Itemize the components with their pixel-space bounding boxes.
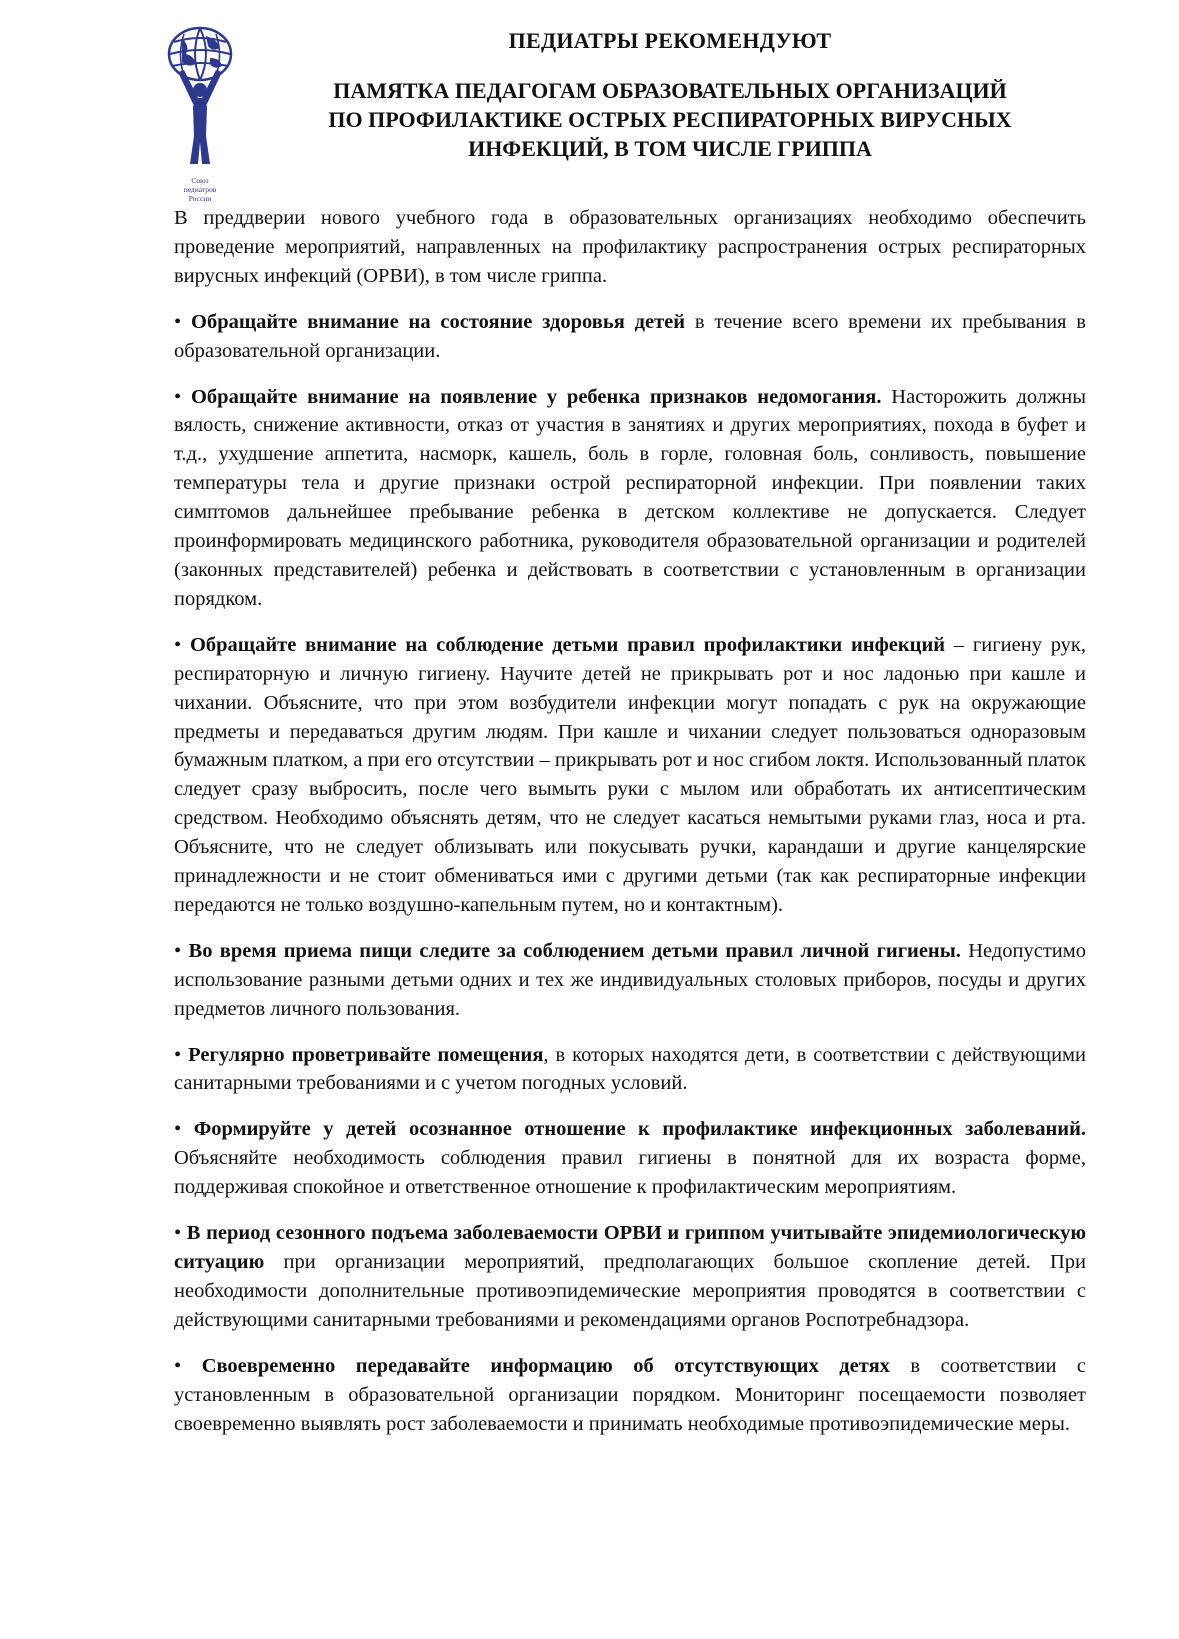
list-item bbox=[174, 1219, 1086, 1335]
list-item-bold: Обращайте внимание на появление у ребенка признаков недомогания. bbox=[190, 385, 882, 408]
list-item-bold: Во время приема пищи следите за соблюдением детьми правил личной гигиены. bbox=[188, 939, 961, 962]
list-item-bold: Регулярно проветривайте помещения bbox=[188, 1043, 544, 1066]
list-item bbox=[174, 1041, 1086, 1099]
list-item-text: , в которых находятся дети, в соответствии с действующими санитарными требованиями и с учетом погодных условий. bbox=[174, 1043, 1086, 1095]
bullet-icon: • bbox=[174, 939, 182, 962]
logo-caption: Союз педиатров России bbox=[183, 176, 217, 203]
union-of-pediatricians-logo bbox=[160, 24, 240, 204]
bullet-icon: • bbox=[174, 385, 182, 408]
list-item-bold: Обращайте внимание на состояние здоровья детей bbox=[191, 310, 686, 333]
list-item-bold: Обращайте внимание на соблюдение детьми правил профилактики инфекций bbox=[189, 633, 946, 656]
list-item-text: в соответствии с установленным в образовательной организации порядком. Мониторинг посещаемости позволяет своевременно выявлять рост заболеваемости и принимать необходимые противоэпидемические меры. bbox=[174, 1354, 1086, 1435]
list-item-text: Насторожить должны вялость, снижение активности, отказ от участия в занятиях и других мероприятиях, похода в буфет и т.д., ухудшение аппетита, насморк, кашель, боль в горле, головная боль, сонливость, повышение температуры тела и другие признаки острой респираторной инфекции. При появлении таких симптомов дальнейшее пребывание ребенка в детском коллективе не допускается. Следует проинформировать медицинского работника, руководителя образовательной организации и родителей (законных представителей) ребенка и действовать в соответствии с установленным в организации порядком. bbox=[174, 385, 1086, 610]
list-item bbox=[174, 1115, 1086, 1202]
list-item-bold: Формируйте у детей осознанное отношение к профилактике инфекционных заболеваний. bbox=[193, 1118, 1087, 1141]
page-title: ПАМЯТКА ПЕДАГОГАМ ОБРАЗОВАТЕЛЬНЫХ ОРГАНИЗАЦИЙ ПО ПРОФИЛАКТИКЕ ОСТРЫХ РЕСПИРАТОРНЫХ ВИРУСНЫХ ИНФЕКЦИЙ, В ТОМ ЧИСЛЕ ГРИППА bbox=[328, 78, 1012, 161]
page-supertitle: ПЕДИАТРЫ РЕКОМЕНДУЮТ bbox=[508, 28, 832, 53]
list-item-text: Объясняйте необходимость соблюдения правил гигиены в понятной для их возраста форме, поддерживая спокойное и ответственное отношение к профилактическим мероприятиям. bbox=[174, 1147, 1086, 1199]
bullet-icon: • bbox=[174, 310, 182, 333]
bullet-icon: • bbox=[174, 1043, 182, 1066]
list-item-text: Недопустимо использование разными детьми одних и тех же индивидуальных столовых приборов, посуды и других предметов личного пользования. bbox=[174, 939, 1086, 1020]
list-item-text: при организации мероприятий, предполагающих большое скопление детей. При необходимости дополнительные противоэпидемические мероприятия проводятся в соответствии с действующими санитарными требованиями и рекомендациями органов Роспотребнадзора. bbox=[174, 1251, 1086, 1331]
bullet-icon: • bbox=[174, 1222, 182, 1245]
list-item bbox=[174, 1352, 1086, 1439]
list-item-bold: Своевременно передавайте информацию об отсутствующих детях bbox=[201, 1354, 890, 1377]
intro-paragraph: В преддверии нового учебного года в образовательных организациях необходимо обеспечить проведение мероприятий, направленных на профилактику распространения острых респираторных вирусных инфекций (ОРВИ), в том числе гриппа. bbox=[174, 207, 1086, 287]
list-item-bold: В период сезонного подъема заболеваемости ОРВИ и гриппом учитывайте эпидемиологическую ситуацию bbox=[174, 1222, 1087, 1273]
bullet-icon: • bbox=[174, 633, 182, 656]
bullet-icon: • bbox=[174, 1118, 182, 1141]
list-item-text: – гигиену рук, респираторную и личную гигиену. Научите детей не прикрывать рот и нос ладонью при кашле и чихании. Объясните, что при этом возбудители инфекции могут попадать с рук на окружающие предметы и передаваться другим людям. При кашле и чихании следует пользоваться одноразовым бумажным платком, а при его отсутствии – прикрывать рот и нос сгибом локтя. Использованный платок следует сразу выбросить, после чего вымыть руки с мылом или обработать их антисептическим средством. Необходимо объяснять детям, что не следует касаться немытыми руками глаз, носа и рта. Объясните, что не следует облизывать или покусывать ручки, карандаши и другие канцелярские принадлежности и не стоит обмениваться ими с другими детьми (так как респираторные инфекции передаются не только воздушно-капельным путем, но и контактным). bbox=[174, 633, 1087, 916]
bullet-icon: • bbox=[174, 1354, 182, 1377]
list-item bbox=[174, 631, 1086, 920]
document-body bbox=[174, 204, 1086, 1455]
list-item bbox=[174, 937, 1086, 1024]
list-item bbox=[174, 383, 1086, 614]
globe-person-logo-icon bbox=[160, 24, 240, 174]
list-item bbox=[174, 308, 1086, 366]
list-item-text: в течение всего времени их пребывания в образовательной организации. bbox=[174, 310, 1086, 362]
